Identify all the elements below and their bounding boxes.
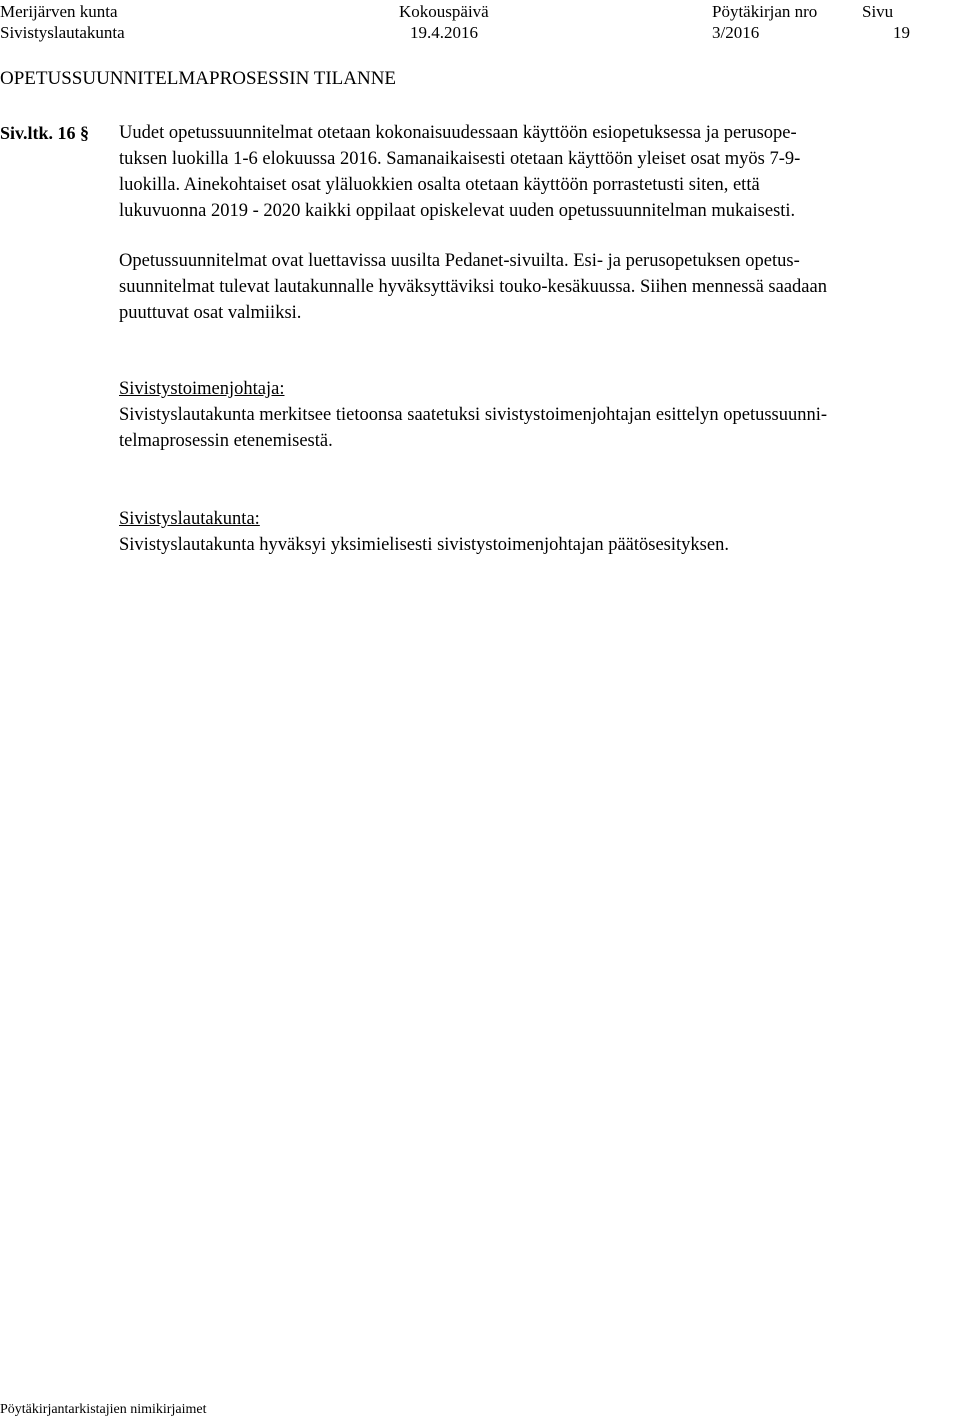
page-label: Sivu [862,2,894,21]
minutes-number: 3/2016 [712,23,760,42]
signatures-label: Pöytäkirjantarkistajien nimikirjaimet [0,1402,207,1417]
proposal-text: Sivistyslautakunta merkitsee tietoonsa saatetuksi sivistystoimenjohtajan esittelyn opetussuunni- telmaprosessin etenemisestä. [119,405,828,451]
committee-name: Sivistyslautakunta [0,23,125,42]
proposal-heading: Sivistystoimenjohtaja: [119,379,285,399]
municipality-name: Merijärven kunta [0,2,118,21]
paragraph-2: Opetussuunnitelmat ovat luettavissa uusilta Pedanet-sivuilta. Esi- ja perusopetuksen opetus- suunnitelmat tulevat lautakunnalle hyväksyttäviksi touko-kesäkuussa. Siihen mennessä saadaan puuttuvat osat valmiiksi. [119,251,827,323]
page-number: 19 [893,23,910,42]
section-reference: Siv.ltk. 16 § [0,123,90,143]
paragraph-1: Uudet opetussuunnitelmat otetaan kokonaisuudessaan käyttöön esiopetuksessa ja perusope- tuksen luokilla 1-6 elokuussa 2016. Samanaikaisesti otetaan käyttöön yleiset osat myös 7-9- luokilla. Ainekohtaiset osat yläluokkien osalta otetaan käyttöön porrastetusti siten, että lukuvuonna 2019 - 2020 kaikki oppilaat opiskelevat uuden opetussuunnitelman mukaisesti. [119,123,801,221]
decision-section [119,506,960,558]
decision-text: Sivistyslautakunta hyväksyi yksimielisesti sivistystoimenjohtajan päätösesityksen. [119,535,729,555]
meeting-date: 19.4.2016 [410,23,478,42]
minutes-number-label: Pöytäkirjan nro [712,2,818,21]
document-title: OPETUSSUUNNITELMAPROSESSIN TILANNE [0,68,397,89]
meeting-date-label: Kokouspäivä [399,2,489,21]
proposal-section [119,376,960,454]
body-text [119,120,960,224]
decision-heading: Sivistyslautakunta: [119,509,260,529]
body-text-2 [119,248,960,326]
